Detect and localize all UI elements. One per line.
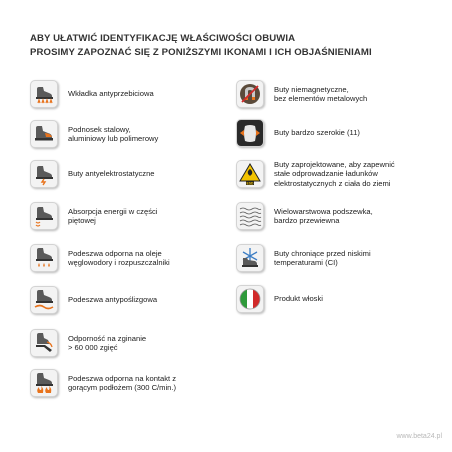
breathable-lining-icon: [236, 202, 264, 230]
feature-label: Podnosek stalowy, aluminiowy lub polimerowy: [68, 124, 159, 143]
feature-heat-resistant-sole: [30, 369, 176, 397]
feature-anti-slip-sole: [30, 286, 157, 314]
non-magnetic-icon: [236, 80, 264, 108]
cold-insulation-icon: [236, 244, 264, 272]
feature-steel-toecap: [30, 120, 158, 148]
feature-label: Buty antyelektrostatyczne: [68, 169, 155, 179]
feature-puncture-resistant-insole: [30, 80, 154, 108]
antistatic-icon: [30, 160, 58, 188]
feature-label: Produkt włoski: [274, 294, 323, 304]
watermark: www.beta24.pl: [396, 433, 442, 440]
italian-product-icon: [236, 285, 264, 313]
feature-label: Buty bardzo szerokie (11): [274, 128, 360, 138]
steel-toecap-icon: [30, 120, 58, 148]
feature-label: Odporność na zginanie > 60 000 zgięć: [68, 333, 147, 352]
feature-label: Wkładka antyprzebiciowa: [68, 89, 154, 99]
feature-energy-absorption: [30, 202, 157, 230]
oil-resistant-sole-icon: [30, 244, 58, 272]
esd-label: ESD: [246, 181, 254, 186]
title-line-2: PROSIMY ZAPOZNAĆ SIĘ Z PONIŻSZYMI IKONAMI I ICH OBJAŚNIENIAMI: [30, 47, 372, 58]
energy-absorption-icon: [30, 202, 58, 230]
feature-esd: [236, 160, 395, 188]
feature-antistatic: [30, 160, 155, 188]
feature-breathable-lining: [236, 202, 373, 230]
feature-oil-resistant-sole: [30, 244, 170, 272]
feature-label: Absorpcja energii w części piętowej: [68, 206, 158, 225]
feature-label: Podeszwa odporna na kontakt z gorącym podłożem (300 C/min.): [68, 373, 177, 392]
feature-label: Buty zaprojektowane, aby zapewnić stałe odprowadzanie ładunków elektrostatycznych z ciała do ziemi: [274, 160, 395, 188]
anti-slip-sole-icon: [30, 286, 58, 314]
heat-resistant-sole-icon: [30, 369, 58, 397]
feature-flex-resistance: [30, 329, 146, 357]
page-title: [30, 32, 372, 60]
feature-cold-insulation: [236, 244, 371, 272]
feature-label: Wielowarstwowa podszewka, bardzo przewiewna: [274, 206, 373, 225]
title-line-1: ABY UŁATWIĆ IDENTYFIKACJĘ WŁAŚCIWOŚCI OBUWIA: [30, 33, 296, 44]
feature-label: Buty niemagnetyczne, bez elementów metalowych: [274, 84, 368, 103]
flex-resistance-icon: [30, 329, 58, 357]
feature-label: Podeszwa antypoślizgowa: [68, 295, 158, 305]
feature-non-magnetic: [236, 80, 367, 108]
feature-label: Podeszwa odporna na oleje węglowodory i rozpuszczalniki: [68, 248, 170, 267]
feature-italian-product: [236, 285, 323, 313]
puncture-resistant-insole-icon: [30, 80, 58, 108]
feature-label: Buty chroniące przed niskimi temperaturami (CI): [274, 248, 371, 267]
extra-wide-icon: [236, 119, 264, 147]
feature-extra-wide: [236, 119, 360, 147]
esd-icon: [236, 160, 264, 188]
